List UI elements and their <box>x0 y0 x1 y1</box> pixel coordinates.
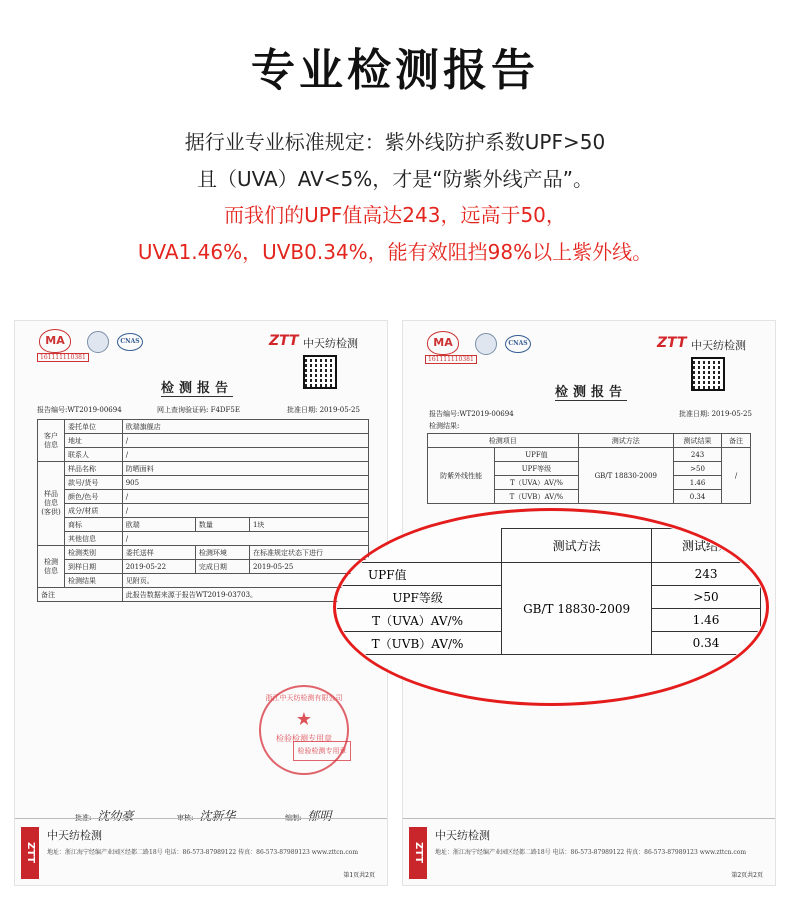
cell-label: 商标 <box>65 518 123 532</box>
footer-address: 地址：浙江海宁经编产业园区经都二路18号 电话：86-573-87989122 传真：86-573-87989123 www.zttcn.com <box>435 849 747 856</box>
result-cell: 1.46 <box>674 476 722 490</box>
approval-date: 批准日期: 2019-05-25 <box>679 410 752 418</box>
cell-value: / <box>122 434 368 448</box>
result-cell: 0.34 <box>674 490 722 504</box>
cell-value: 防晒面料 <box>122 462 368 476</box>
cell-label: 完成日期 <box>195 560 249 574</box>
header-cell: 测试方法 <box>578 434 673 448</box>
sig-name: 沈幼豪 <box>97 809 134 823</box>
cma-code: 161111110381 <box>425 355 477 364</box>
approval-date: 批准日期: 2019-05-25 <box>287 406 360 414</box>
zoom-callout <box>337 512 765 702</box>
sig-name: 郁明 <box>307 809 332 823</box>
stamp-text: 检验检测专用章 <box>276 734 332 743</box>
group-cell: 防紫外线性能 <box>428 448 495 504</box>
zoom-result-cell: 243 <box>652 563 761 586</box>
sig-name: 沈新华 <box>199 809 236 823</box>
cell-value: 此报告数据来源于报告WT2019-03703。 <box>122 588 368 602</box>
report-footer <box>403 818 775 885</box>
cell-label: 检测环境 <box>195 546 249 560</box>
cell-value: 欧瑞 <box>122 518 195 532</box>
cell-label: 颜色/色号 <box>65 490 123 504</box>
cell-label: 检测结果 <box>65 574 123 588</box>
result-cell: 243 <box>674 448 722 462</box>
official-stamp <box>259 685 349 775</box>
cell-value: 2019-05-22 <box>122 560 195 574</box>
stamp-star-icon: ★ <box>295 709 313 730</box>
ztt-name: 中天纺检测 <box>303 337 358 350</box>
highlight-text-line-2: UVA1.46%，UVB0.34%，能有效阻挡98%以上紫外线。 <box>137 240 653 264</box>
cell-label: 委托单位 <box>65 420 123 434</box>
cell-label: 备注 <box>38 588 123 602</box>
zoom-result-cell: 1.46 <box>652 609 761 632</box>
item-name: UPF等级 <box>495 462 578 476</box>
cell-value: 1块 <box>249 518 368 532</box>
ztt-footer-logo: ZTT <box>21 827 39 879</box>
header-cell: 备注 <box>722 434 751 448</box>
cell-label: 成分/材质 <box>65 504 123 518</box>
sig-label: 批准: <box>75 814 92 822</box>
cell-value: 2019-05-25 <box>249 560 368 574</box>
results-table <box>427 433 751 504</box>
zoom-item-name: T（UVB）AV/% <box>337 632 502 655</box>
group-client: 客户信息 <box>38 420 65 462</box>
method-cell: GB/T 18830-2009 <box>578 448 673 504</box>
footer-name: 中天纺检测 <box>435 829 490 842</box>
cell-value: / <box>122 504 368 518</box>
page-number: 第2页共2页 <box>731 872 763 879</box>
result-cell: >50 <box>674 462 722 476</box>
group-sample: 样品信息(客供) <box>38 462 65 546</box>
footer-address: 地址：浙江海宁经编产业园区经都二路18号 电话：86-573-87989122 传真：86-573-87989123 www.zttcn.com <box>47 849 359 856</box>
remark-cell: / <box>722 448 751 504</box>
report-footer <box>15 818 387 885</box>
sig-label: 编制: <box>285 814 302 822</box>
standard-text-line-1: 据行业专业标准规定：紫外线防护系数UPF>50 <box>184 130 606 154</box>
ztt-logo: ZTT <box>657 335 687 351</box>
highlight-text-line-1: 而我们的UPF值高达243，远高于50， <box>224 203 566 227</box>
cma-code: 161111110381 <box>37 353 89 362</box>
item-name: T（UVA）AV/% <box>495 476 578 490</box>
cell-label: 到样日期 <box>65 560 123 574</box>
ztt-logo: ZTT <box>269 333 299 349</box>
standard-text-line-2: 且（UVA）AV<5%，才是“防紫外线产品”。 <box>196 167 593 191</box>
cell-label: 数量 <box>195 518 249 532</box>
item-name: T（UVB）AV/% <box>495 490 578 504</box>
cell-value: / <box>122 448 368 462</box>
zoom-result-cell: >50 <box>652 586 761 609</box>
qr-code-icon <box>691 357 725 391</box>
zoom-result-cell: 0.34 <box>652 632 761 655</box>
ilac-badge-icon <box>87 331 109 353</box>
report-number: 报告编号:WT2019-00694 <box>37 406 122 414</box>
hero-section <box>0 0 790 300</box>
qr-code-icon <box>303 355 337 389</box>
footer-name: 中天纺检测 <box>47 829 102 842</box>
cell-value: 905 <box>122 476 368 490</box>
cell-label: 其他信息 <box>65 532 123 546</box>
zoom-header-cell <box>337 529 502 563</box>
ztt-footer-logo: ZTT <box>409 827 427 879</box>
verify-code: 网上查询验证码: F4DF5E <box>157 406 240 414</box>
zoom-item-name: UPF等级 <box>337 586 502 609</box>
report-number: 报告编号:WT2019-00694 <box>429 410 514 418</box>
cnas-logo: CNAS <box>505 335 531 353</box>
header-cell: 检测项目 <box>428 434 579 448</box>
cell-label: 联系人 <box>65 448 123 462</box>
zoom-header-cell: 测试结果 <box>652 529 761 563</box>
cell-label: 地址 <box>65 434 123 448</box>
zoom-header-cell: 测试方法 <box>502 529 652 563</box>
ztt-name: 中天纺检测 <box>691 339 746 352</box>
ilac-badge-icon <box>475 333 497 355</box>
report-title: 检测报告 <box>161 377 233 397</box>
stamp-ring-text: 浙江中天纺检测有限公司 <box>265 694 343 702</box>
cell-value: / <box>122 490 368 504</box>
report-title: 检测报告 <box>555 381 627 401</box>
cell-value: 见附页。 <box>122 574 368 588</box>
group-test: 检测信息 <box>38 546 65 588</box>
client-sample-table <box>37 419 369 602</box>
results-label: 检测结果: <box>429 422 460 430</box>
cma-logo: MA <box>427 331 459 355</box>
report-page-1 <box>14 320 388 886</box>
cell-label: 检测类别 <box>65 546 123 560</box>
cell-value: 欧瑞旗舰店 <box>122 420 368 434</box>
test-seal: 检验检测专用章 <box>293 741 351 761</box>
cell-value: 在标准规定状态下进行 <box>249 546 368 560</box>
cell-value: 委托送样 <box>122 546 195 560</box>
header-cell: 测试结果 <box>674 434 722 448</box>
page-title: 专业检测报告 <box>251 45 539 96</box>
sig-label: 审核: <box>177 814 194 822</box>
cnas-logo: CNAS <box>117 333 143 351</box>
zoom-method-cell: GB/T 18830-2009 <box>502 563 652 655</box>
cell-label: 款号/货号 <box>65 476 123 490</box>
cell-value: / <box>122 532 368 546</box>
item-name: UPF值 <box>495 448 578 462</box>
cma-logo: MA <box>39 329 71 353</box>
page-number: 第1页共2页 <box>343 872 375 879</box>
zoom-results-table <box>337 528 761 655</box>
zoom-item-name: UPF值 <box>337 563 502 586</box>
cell-label: 样品名称 <box>65 462 123 476</box>
zoom-item-name: T（UVA）AV/% <box>337 609 502 632</box>
